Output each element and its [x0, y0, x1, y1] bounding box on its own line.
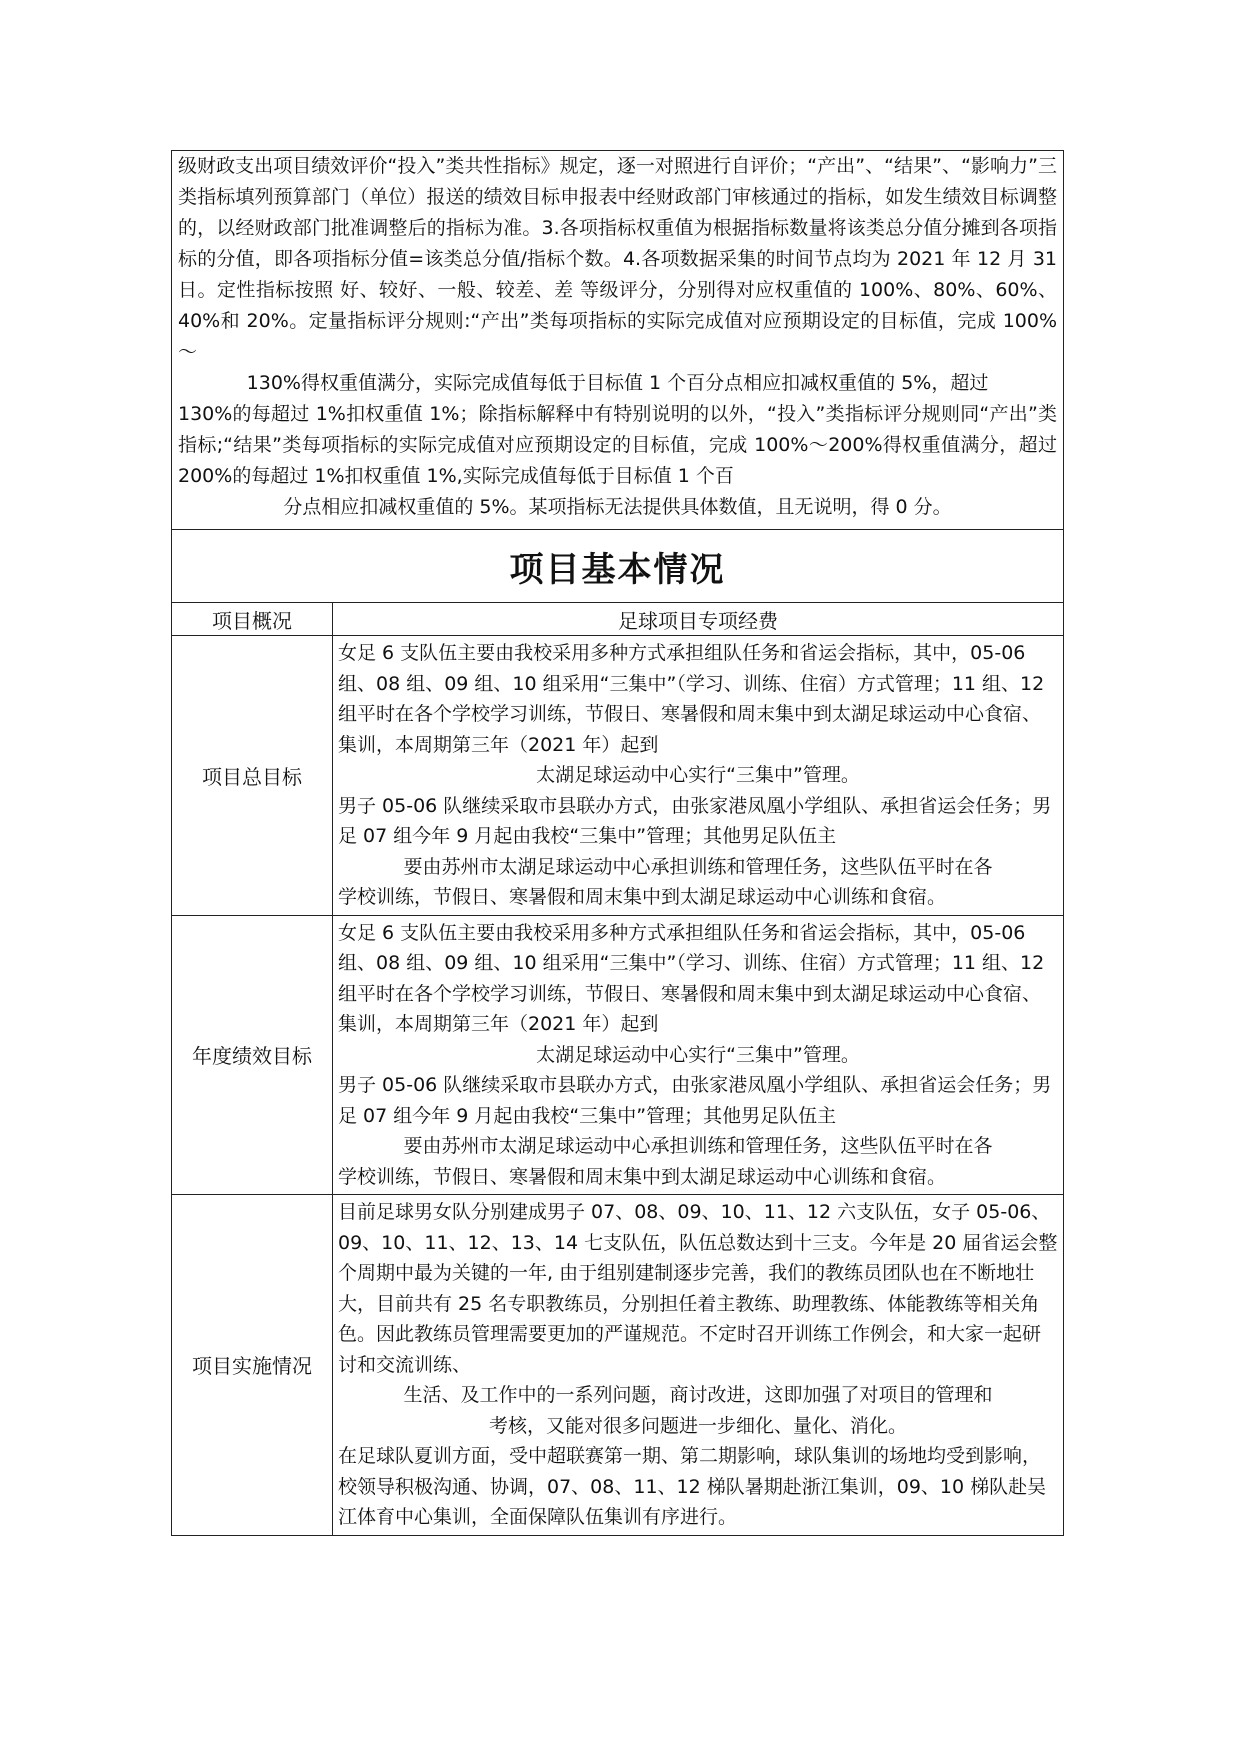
- scoring-notes-row: [172, 151, 1064, 530]
- implementation-para-1: 目前足球男女队分别建成男子 07、08、09、10、11、12 六支队伍，女子 05-06、09、10、11、12、13、14 七支队伍，队伍总数达到十三支。今年是 20 届省运会整个周期中最为关键的一年, 由于组别建制逐步完善，我们的教练员团队也在不断地壮大，目前共有 25 名专职教练员，分别担任着主教练、助理教练、体能教练等相关角色。因此教练员管理需要更加的严谨规范。不定时召开训练工作例会，和大家一起研讨和交流训练、: [338, 1201, 1058, 1376]
- total-goal-para-2: 太湖足球运动中心实行“三集中”管理。: [536, 764, 860, 786]
- notes-text-2: 130%得权重值满分，实际完成值每低于目标值 1 个百分点相应扣减权重值的 5%，超过: [246, 372, 989, 394]
- overview-label: 项目概况: [172, 603, 333, 636]
- implementation-para-3: 考核，又能对很多问题进一步细化、量化、消化。: [489, 1414, 908, 1437]
- document-page: [171, 150, 1063, 1536]
- annual-goal-value: [333, 915, 1064, 1195]
- overview-row: [172, 603, 1064, 636]
- total-goal-para-5: 学校训练，节假日、寒暑假和周末集中到太湖足球运动中心训练和食宿。: [338, 886, 947, 908]
- section-title: 项目基本情况: [172, 530, 1064, 603]
- overview-value: 足球项目专项经费: [333, 603, 1064, 636]
- annual-goal-para-2: 太湖足球运动中心实行“三集中”管理。: [536, 1043, 860, 1066]
- implementation-para-2: 生活、及工作中的一系列问题，商讨改进，这即加强了对项目的管理和: [403, 1384, 993, 1406]
- scoring-notes-cell: [172, 151, 1064, 530]
- implementation-para-4: 在足球队夏训方面，受中超联赛第一期、第二期影响，球队集训的场地均受到影响，校领导积极沟通、协调，07、08、11、12 梯队暑期赴浙江集训，09、10 梯队赴吴江体育中心集训，全面保障队伍集训有序进行。: [338, 1445, 1047, 1528]
- annual-goal-para-5: 学校训练，节假日、寒暑假和周末集中到太湖足球运动中心训练和食宿。: [338, 1165, 947, 1188]
- annual-goal-para-1: 女足 6 支队伍主要由我校采用多种方式承担组队任务和省运会指标，其中，05-06 组、08 组、09 组、10 组采用“三集中”（学习、训练、住宿）方式管理；11 组、12 组平时在各个学校学习训练，节假日、寒暑假和周末集中到太湖足球运动中心食宿、集训，本周期第三年（2021 年）起到: [338, 921, 1045, 1035]
- annual-goal-para-3: 男子 05-06 队继续采取市县联办方式，由张家港凤凰小学组队、承担省运会任务；男足 07 组今年 9 月起由我校“三集中”管理；其他男足队伍主: [338, 1074, 1052, 1127]
- notes-text-3: 130%的每超过 1%扣权重值 1%；除指标解释中有特别说明的以外，“投入”类指标评分规则同“产出”类指标;“结果”类每项指标的实际完成值对应预期设定的目标值，完成 100%～200%得权重值满分，超过 200%的每超过 1%扣权重值 1%,实际完成值每低于目标值 1 个百: [178, 403, 1058, 487]
- total-goal-para-3: 男子 05-06 队继续采取市县联办方式，由张家港凤凰小学组队、承担省运会任务；男足 07 组今年 9 月起由我校“三集中”管理；其他男足队伍主: [338, 794, 1052, 847]
- section-title-row: [172, 530, 1064, 603]
- total-goal-row: [172, 636, 1064, 916]
- total-goal-value: [333, 636, 1064, 916]
- notes-text-4: 分点相应扣减权重值的 5%。某项指标无法提供具体数值，且无说明，得 0 分。: [283, 496, 952, 518]
- annual-goal-para-4: 要由苏州市太湖足球运动中心承担训练和管理任务，这些队伍平时在各: [403, 1135, 993, 1157]
- implementation-value: [333, 1195, 1064, 1536]
- performance-table: [171, 150, 1064, 1536]
- notes-text-1: 级财政支出项目绩效评价“投入”类共性指标》规定，逐一对照进行自评价；“产出”、“结果”、“影响力”三类指标填列预算部门（单位）报送的绩效目标申报表中经财政部门审核通过的指标，如发生绩效目标调整的，以经财政部门批准调整后的指标为准。3.各项指标权重值为根据指标数量将该类总分值分摊到各项指标的分值，即各项指标分值=该类总分值/指标个数。4.各项数据采集的时间节点均为 2021 年 12 月 31 日。定性指标按照 好、较好、一般、较差、差 等级评分，分别得对应权重值的 100%、80%、60%、40%和 20%。定量指标评分规则:“产出”类每项指标的实际完成值对应预期设定的目标值，完成 100%～: [178, 155, 1058, 363]
- total-goal-para-1: 女足 6 支队伍主要由我校采用多种方式承担组队任务和省运会指标，其中，05-06 组、08 组、09 组、10 组采用“三集中”（学习、训练、住宿）方式管理；11 组、12 组平时在各个学校学习训练，节假日、寒暑假和周末集中到太湖足球运动中心食宿、集训，本周期第三年（2021 年）起到: [338, 642, 1045, 756]
- implementation-row: [172, 1195, 1064, 1536]
- implementation-label: 项目实施情况: [172, 1195, 333, 1536]
- annual-goal-label: 年度绩效目标: [172, 915, 333, 1195]
- total-goal-para-4: 要由苏州市太湖足球运动中心承担训练和管理任务，这些队伍平时在各: [403, 855, 993, 878]
- total-goal-label: 项目总目标: [172, 636, 333, 916]
- annual-goal-row: [172, 915, 1064, 1195]
